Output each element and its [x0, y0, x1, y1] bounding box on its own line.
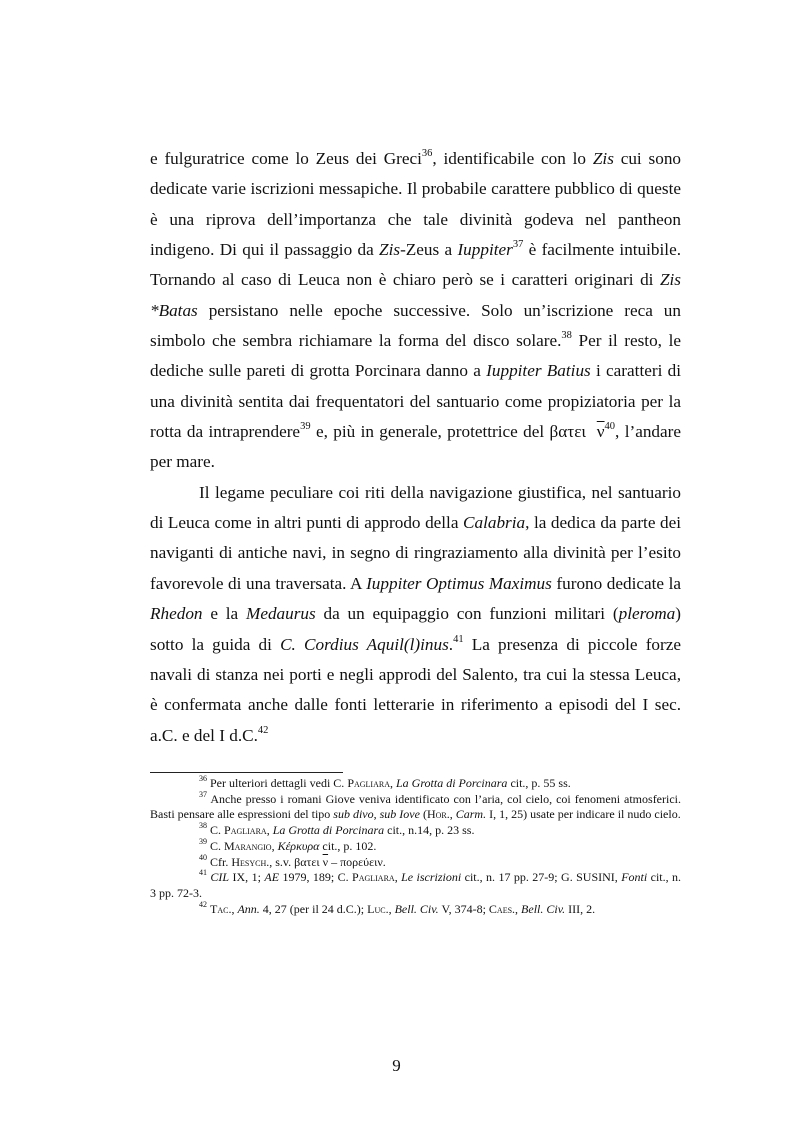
page-number: 9: [392, 1056, 401, 1075]
footnote-38: $^{38}$ C. Pagliara, La Grotta di Porcinara cit., n.14, p. 23 ss.: [199, 821, 475, 838]
footnote-39: $^{39}$ C. Marangio, Κέρκυρα cit., p. 102.: [199, 836, 377, 853]
footnote-41: $^{41}$ CIL IX, 1; AE 1979, 189; C. Pagliara, Le iscrizioni cit., n. 17 pp. 27-9; G. SUSINI, Fonti cit., n. 3 pp. 72-3.: [150, 868, 682, 900]
greek-nu: $\overline{\nu}$: [596, 422, 605, 442]
footnote-ref-40[interactable]: 40: [604, 421, 616, 433]
footnote-ref-36[interactable]: 36: [421, 148, 433, 160]
footnotes: [150, 776, 681, 917]
paragraph-1: e fulguratrice come lo Zeus dei Greci$^{36}$, identificabile con lo Zis cui sono dedicate varie iscrizioni messapiche. Il probabile carattere pubblico di queste è una riprova dell’importanza che tale divinità godeva nel pantheon indigeno. Di qui il passaggio da Zis-Zeus a Iuppiter$^{37}$ è facilmente intuibile. Tornando al caso di Leuca non è chiaro però se i caratteri originari di Zis *Batas persistano nelle epoche successive. Solo un’iscrizione reca un simbolo che sembra richiamare la forma del disco solare.$^{38}$ Per il resto, le dediche sulle pareti di grotta Porcinara danno a Iuppiter Batius i caratteri di una divinità sentita dai frequentatori del santuario come propiziatoria per la rotta da intraprendere$^{39}$ e, più in generale, protettrice del βατει $\overline{\nu}^{40}$, l’andare per mare.: [150, 148, 682, 472]
footnote-40: $^{40}$ Cfr. Hesych., s.v. βατει $\overline{\nu}$ – πορεύειν.: [199, 852, 386, 869]
footnote-37: $^{37}$ Anche presso i romani Giove veniva identificato con l’aria, col cielo, coi fenomeni atmosferici. Basti pensare alle espressioni del tipo sub divo, sub Iove (Hor., Carm. I, 1, 25) usate per indicare il nudo cielo.: [150, 789, 681, 822]
footnote-ref-37[interactable]: 37: [512, 239, 524, 251]
paragraph-2: Il legame peculiare coi riti della navigazione giustifica, nel santuario di Leuca come in altri punti di approdo della Calabria, la dedica da parte dei naviganti di antiche navi, in segno di ringraziamento alla divinità per l’esito favorevole di una traversata. A Iuppiter Optimus Maximus furono dedicate la Rhedon e la Medaurus da un equipaggio con funzioni militari (pleroma) sotto la guida di C. Cordius Aquil(l)inus.$^{41}$ La presenza di piccole forze navali di stanza nei porti e negli approdi del Salento, tra cui la stessa Leuca, è confermata anche dalle fonti letterarie in riferimento a episodi del I sec. a.C. e del I d.C.$^{42}$: [150, 482, 682, 745]
footnote-42: $^{42}$ Tac., Ann. 4, 27 (per il 24 d.C.); Luc., Bell. Civ. V, 374-8; Caes., Bell. Civ. III, 2.: [199, 899, 596, 916]
footnote-separator: [150, 772, 343, 773]
footnote-36: $^{36}$ Per ulteriori dettagli vedi C. Pagliara, La Grotta di Porcinara cit., p. 55 ss.: [199, 774, 571, 790]
footnote-ref-42[interactable]: 42: [257, 724, 269, 736]
footnote-ref-38[interactable]: 38: [561, 330, 572, 342]
footnote-ref-41[interactable]: 41: [453, 633, 464, 645]
greek-word: βατει: [549, 422, 587, 442]
footnote-ref-39[interactable]: 39: [300, 421, 311, 433]
main-text: [150, 144, 681, 751]
